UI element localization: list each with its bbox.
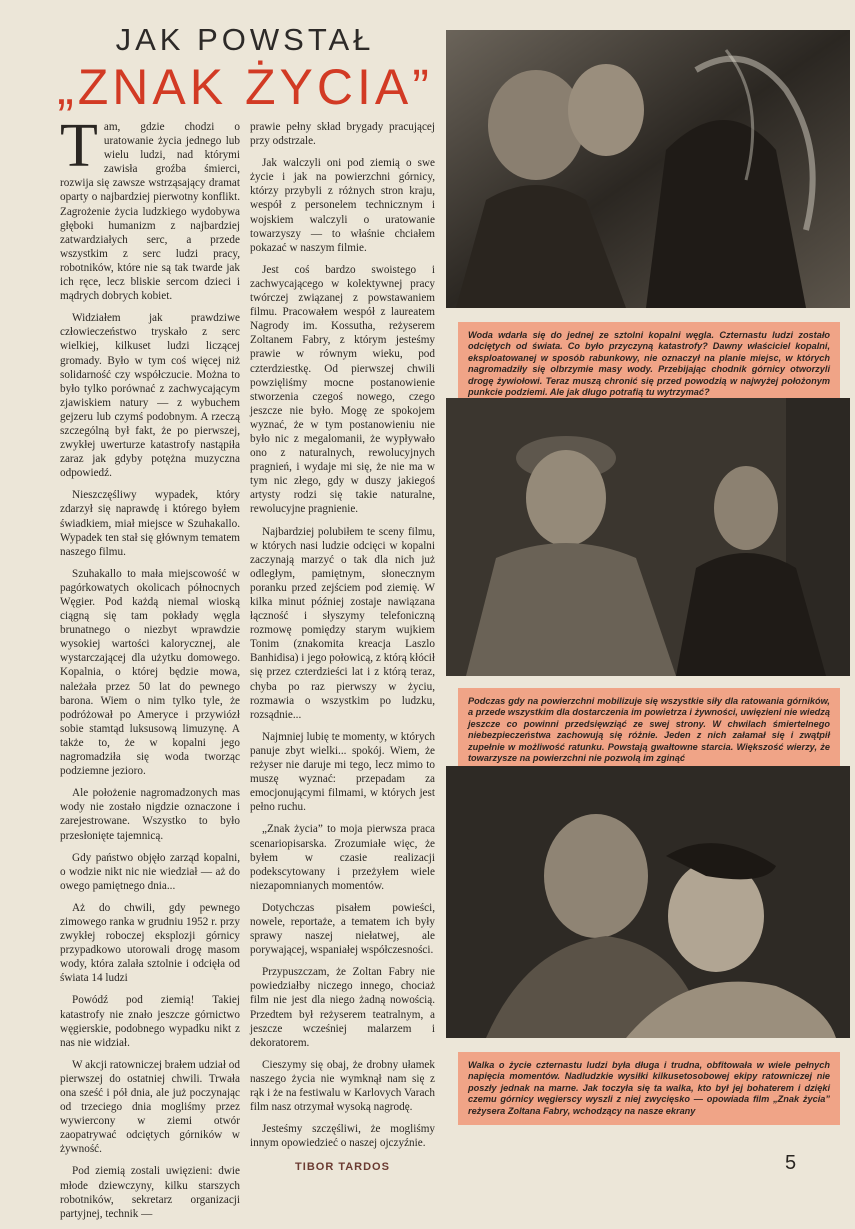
article-paragraph: Przypuszczam, że Zoltan Fabry nie powiedziałby niczego innego, chociaż film nie jest dla niego żadną nowością. Przedtem był reżyserem teatralnym, a jeszcze wcześniej malarzem i dekoratorem. xyxy=(250,966,435,1049)
headline-title: „ZNAK ŻYCIA” xyxy=(57,59,433,115)
article-paragraph: Tam, gdzie chodzi o uratowanie życia jednego lub wielu ludzi, nad którymi zawisła groźba śmierci, rozwija się zawsze wstrząsający dramat oparty o najbardziej pierwotny konflikt. Zagrożenie życia ludzkiego wydobywa głęboki humanizm z najbardziej zatwardziałych serc, a przede wszystkim z serc ludzi pracy, robotników, które nie są tak twarde jak ich ręce, lecz bliskie sercom dzieci i mądrych dobrych kobiet. xyxy=(60,112,240,303)
page-number: 5 xyxy=(785,1152,797,1174)
article-paragraph: Najbardziej polubiłem te sceny filmu, w których nasi ludzie odcięci w kopalni zaczynają marzyć o tak dla nich już odległym, pamiętnym, słonecznym poranku przed zejściem pod ziemię. W kilka minut później zostaje nawiązana łączność i słyszymy telefoniczną rozmowę pomiędzy starym wujkiem Tonim (znakomita kreacja Laszlo Banhidisa) i jego połowicą, z którą kłócił się przez czterdzieści lat i z którą teraz, chyba po raz pierwszy w życiu, rozmawia o wszystkim po ludzku, rozsądnie... xyxy=(250,525,435,721)
article-paragraph: prawie pełny skład brygady pracującej przy odstrzale. xyxy=(250,121,435,148)
article-paragraph: „Znak życia” to moja pierwsza praca scenariopisarska. Zrozumiałe więc, że byłem w czasie realizacji podekscytowany i przeżyłem wiele niezapomnianych momentów. xyxy=(250,823,435,892)
film-still-photo-1 xyxy=(446,30,850,308)
article-column-left xyxy=(60,112,240,1229)
author-signature: TIBOR TARDOS xyxy=(295,1161,390,1174)
film-still-image-3 xyxy=(446,766,850,1038)
article-paragraph: Jesteśmy szczęśliwi, że mogliśmy innym opowiedzieć o naszej ojczyźnie. xyxy=(250,1123,435,1150)
photo-caption-1: Woda wdarła się do jednej ze sztolni kopalni węgla. Czternastu ludzi zostało odciętych od świata. Co było przyczyną katastrofy? Dawny właściciel kopalni, eksploatowanej w sposób rabunkowy, nie oznaczył na planie miejsc, w których nagromadziły się olbrzymie masy wody. Przebijając chodnik górnicy otworzyli drogę żywiołowi. Teraz muszą chronić się przed powodzią w najwyżej położonym punkcie podziemi. Ale jak długo potrafią tu wytrzymać? xyxy=(458,322,840,406)
photo-caption-3: Walka o życie czternastu ludzi była długa i trudna, obfitowała w wiele pełnych napięcia momentów. Nadludzkie wysiłki kilkusetosobowej ekipy ratowniczej nie poszły jednak na marne. Jak toczyła się ta walka, kto był jej bohaterem i dzięki czemu górnicy węgierscy wyszli z niej zwycięsko — opowiada film „Znak życia” reżysera Zoltana Fabry, wchodzący na nasze ekrany xyxy=(458,1052,840,1125)
article-paragraph: Jest coś bardzo swoistego i zachwycającego w kolektywnej pracy twórczej związanej z powstawaniem filmu. Pracowałem wespół z laureatem Nagrody im. Kossutha, reżyserem Zoltanem Fabry, z którym jesteśmy prawie w równym wieku, pod czterdziestkę. Od pierwszej chwili powzięliśmy mocne postanowienie stworzenia czegoś nowego, czego jeszcze nie było. Mogę ze spokojem wyznać, że w tym postanowieniu nie było nic z megalomanii, że wypływało ono z naturalnych, rewolucyjnych pragnień, i wydaje mi się, że nie ma w tym nic złego, gdy w duszy jakiegoś artysty rodzi się takie naturalne, rewolucyjne pragnienie. xyxy=(250,263,435,516)
article-paragraph: W akcji ratowniczej brałem udział od pierwszej do ostatniej chwili. Trwała ona sześć i pół dnia, ale już poczynając od trzeciego dnia mogliśmy przez wywiercony w ziemi otwór zaopatrywać odciętych górników w żywność. xyxy=(60,1058,240,1156)
article-paragraph: Jak walczyli oni pod ziemią o swe życie i jak na powierzchni górnicy, którzy przybyli z różnych stron kraju, wespół z personelem technicznym i wojskiem walczyli o uratowanie towarzyszy — to właśnie chciałem pokazać w naszym filmie. xyxy=(250,157,435,254)
film-still-image-2 xyxy=(446,398,850,676)
article-paragraph: Aż do chwili, gdy pewnego zimowego ranka w grudniu 1952 r. przy zwykłej roboczej eksplozji górnicy przypadkowo utorowali drogę masom wody, która zalała sztolnie i odcięła od świata 14 ludzi xyxy=(60,901,240,985)
article-paragraph: Powódź pod ziemią! Takiej katastrofy nie znało jeszcze górnictwo węgierskie, podobnego wypadku nikt z nas nie widział. xyxy=(60,994,240,1049)
article-paragraph: Dotychczas pisałem powieści, nowele, reportaże, a tematem ich były sprawy naszej niełatwej, ale porywającej, wspaniałej współczesności. xyxy=(250,901,435,957)
drop-cap: T xyxy=(60,112,98,180)
headline-top: JAK POWSTAŁ xyxy=(115,22,375,57)
article-paragraph: Widziałem jak prawdziwe człowieczeństwo tryskało z serc wielkiej, kilkuset ludzi liczącej gromady. Było w tym coś więcej niż solidarność czy współczucie. Można to było tylko porównać z zachwycającym zjawiskiem natury — z wybuchem gejzeru lub czymś podobnym. A rzeczą szczególną był fakt, że po pierwszej, zwykłej uwerturze katastrofy nastąpiła zaraz jak gdyby potężna muzyczna odpowiedź. xyxy=(60,312,240,480)
article-paragraph: Najmniej lubię te momenty, w których panuje zbyt wielki... spokój. Wiem, że reżyser nie daruje mi tego, lecz mimo to muszę wyznać: przepadam za emocjonującymi filmami, w których jest pełno ruchu. xyxy=(250,730,435,814)
article-paragraph: Nieszczęśliwy wypadek, który zdarzył się naprawdę i którego byłem świadkiem, miał miejsce w Szuhakallo. Wypadek ten stał się głównym tematem naszego filmu. xyxy=(60,489,240,558)
film-still-image-1 xyxy=(446,30,850,308)
article-column-middle xyxy=(250,120,435,1174)
article-paragraph: Pod ziemią zostali uwięzieni: dwie młode dziewczyny, kilku starszych robotników, sekretarz organizacji partyjnej, technik — xyxy=(60,1165,240,1220)
article-paragraph: Szuhakallo to mała miejscowość w pagórkowatych okolicach północnych Węgier. Pod każdą niemal wioską ciągną się tam pokłady węgla brunatnego o niezbyt wprawdzie wysokiej wartości kalorycznej, ale wystarczającej dla użytku domowego. Kopalnia, o której będzie mowa, należała przez 50 lat do pewnego barona. Wiem o nim tylko tyle, że podróżował po Ameryce i przywiózł sobie stamtąd luksusową limuzynę. A także to, że w kopalni jego nagromadziła się woda tworząc podziemne jezioro. xyxy=(60,567,240,778)
film-still-photo-2 xyxy=(446,398,850,676)
photo-caption-2: Podczas gdy na powierzchni mobilizuje się wszystkie siły dla ratowania górników, a przede wszystkim dla dostarczenia im powietrza i żywności, uwięzieni nie wiedzą jeszcze co powinni przedsięwziąć ze swej strony. W chwilach śmiertelnego niebezpieczeństwa zachowują się różnie. Jeden z nich załamał się i zwątpił zupełnie w możliwość ratunku. Powstają gwałtowne starcia. Większość wierzy, że towarzysze na powierzchni nie pozwolą im zginąć xyxy=(458,688,840,772)
article-paragraph: Cieszymy się obaj, że drobny ułamek naszego życia nie wymknął nam się z rąk i że na festiwalu w Karlovych Varach film nasz otrzymał wysoką nagrodę. xyxy=(250,1058,435,1114)
article-paragraph: Gdy państwo objęło zarząd kopalni, o wodzie nikt nic nie wiedział — aż do owego pamiętnego dnia... xyxy=(60,851,240,892)
article-paragraph: Ale położenie nagromadzonych mas wody nie zostało nigdzie oznaczone i zarejestrowane. Wszystko to było przesłonięte tajemnicą. xyxy=(60,787,240,842)
film-still-photo-3 xyxy=(446,766,850,1038)
